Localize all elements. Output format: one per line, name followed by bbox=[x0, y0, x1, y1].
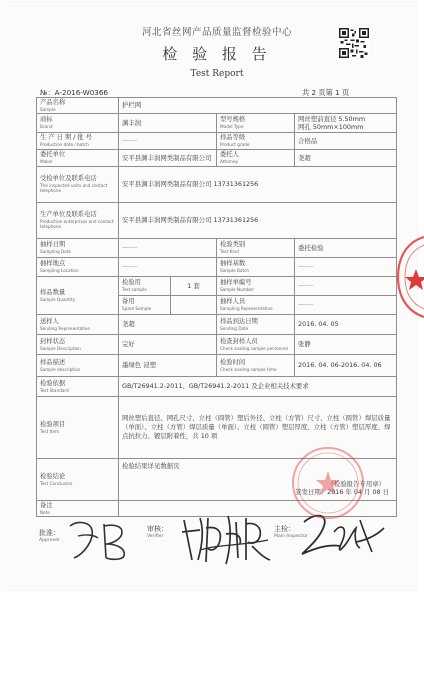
value-production-date: ------- bbox=[119, 132, 217, 149]
label-test-kind: 检验类别 Test Kind bbox=[217, 238, 295, 257]
label-sample: 产品名称 Sample bbox=[37, 98, 119, 114]
value-test-kind: 委托检验 bbox=[295, 238, 397, 257]
page-count: 共 2 页第 1 页 bbox=[302, 88, 350, 97]
label-test-time: 检验时间 Check sealing sample time bbox=[217, 354, 295, 376]
value-conclusion: 检验结果详见数据页 （检验报告专用章） 签发日期：2016 年 04 月 08 日 bbox=[119, 458, 397, 500]
side-seal-stamp bbox=[396, 233, 424, 321]
label-production-date: 生 产 日 期 / 批 号 Production date / batch bbox=[37, 132, 119, 149]
report-header bbox=[112, 24, 322, 79]
value-test-time: 2016. 04. 06-2016. 04. 06 bbox=[295, 354, 397, 376]
value-seal-state: 完好 bbox=[119, 334, 217, 354]
label-description: 样品描述 Sample description bbox=[37, 354, 119, 376]
verifier-signature bbox=[180, 510, 275, 568]
value-description: 墨绿色 浸塑 bbox=[119, 354, 217, 376]
value-sampling-date: ------- bbox=[119, 238, 217, 257]
label-brand: 商标 Brand bbox=[37, 113, 119, 132]
label-standard: 检验依据 Test Standard bbox=[37, 376, 119, 396]
inspection-seal-stamp bbox=[289, 444, 367, 522]
label-spare-sample: 备用 Spare Sample bbox=[119, 295, 171, 314]
approver-label: 批准： Approver bbox=[39, 529, 61, 543]
value-brand: 渊丰润 bbox=[119, 113, 217, 132]
label-model: 型号规格 Model Type bbox=[217, 113, 295, 132]
value-checker: 张静 bbox=[295, 334, 397, 354]
value-attorney: 尧超 bbox=[295, 149, 397, 166]
label-inspected-unit: 受检单位及联系电话 The inspected units and contact telephone bbox=[37, 166, 119, 202]
value-sample-batch: ------- bbox=[295, 257, 397, 276]
verifier-label: 审核： Verifier bbox=[147, 525, 168, 539]
value-maker: 安平县渊丰润网类制品有限公司 bbox=[119, 149, 217, 166]
value-inspected-unit: 安平县渊丰润网类制品有限公司 13731361256 bbox=[119, 166, 397, 202]
label-grade: 样品等级 Product grade bbox=[217, 132, 295, 149]
qr-code-icon bbox=[339, 28, 369, 58]
label-sample-number: 抽样单编号 Sample Number bbox=[217, 276, 295, 295]
value-spare-sample bbox=[171, 295, 217, 314]
sign-date: 签发日期：2016 年 04 月 08 日 bbox=[295, 488, 389, 497]
label-sample-quantity: 样品数量 Sample Quantity bbox=[37, 276, 119, 314]
report-subtitle: Test Report bbox=[190, 69, 244, 79]
main-inspector-label: 主检： Main Inspector bbox=[274, 525, 308, 539]
label-note: 备注 Note bbox=[37, 500, 119, 516]
value-model: 网丝塑前直径 5.50mm 网孔 50mm×100mm bbox=[295, 113, 397, 132]
label-sampling-location: 抽样地点 Sampling Location bbox=[37, 257, 119, 276]
value-sampling-location: ------- bbox=[119, 257, 217, 276]
value-test-items: 网丝塑后直径、网孔尺寸、立柱（圆管）塑后外径、立柱（方管）尺寸、立柱（圆管）焊层质量（单面）、立柱（方管）焊层质量（单面）、立柱（圆管）塑层厚度、立柱（方管）塑层厚度、焊点抗拉力、镀层附着性，共 10 项 bbox=[119, 396, 397, 458]
label-sample-batch: 抽样基数 Sample Batch bbox=[217, 257, 295, 276]
label-sampling-date: 抽样日期 Sampling Date bbox=[37, 238, 119, 257]
center-name: 河北省丝网产品质量监督检验中心 bbox=[141, 27, 292, 38]
value-arrival-date: 2016. 04. 05 bbox=[295, 314, 397, 334]
label-arrival-date: 样品到达日期 Sending Date bbox=[217, 314, 295, 334]
value-sender: 尧超 bbox=[119, 314, 217, 334]
label-sender: 送样人 Sending Representative bbox=[37, 314, 119, 334]
label-seal-state: 封样状态 Sample Description bbox=[37, 334, 119, 354]
label-producer: 生产单位及联系电话 Production enterprises and contact telephone bbox=[37, 202, 119, 238]
value-producer: 安平县渊丰润网类制品有限公司 13731361256 bbox=[119, 202, 397, 238]
value-sample-number: ------- bbox=[295, 276, 397, 295]
report-title: 检 验 报 告 bbox=[162, 45, 272, 63]
label-checker: 检查封样人员 Check sealing sample personnel bbox=[217, 334, 295, 354]
seal-caption: （检验报告专用章） bbox=[327, 480, 385, 489]
value-grade: 合格品 bbox=[295, 132, 397, 149]
label-maker: 委托单位 Maker bbox=[37, 149, 119, 166]
report-number: №：A-2016-W0366 bbox=[40, 88, 109, 97]
approver-signature bbox=[64, 514, 136, 564]
report-sheet bbox=[2, 2, 417, 590]
value-sample: 护栏网 bbox=[119, 98, 397, 114]
label-sampler: 抽样人员 Sampling Representative bbox=[217, 295, 295, 314]
value-standard: GB/T26941.2-2011、GB/T26941.2-2011 及企业相关技术要求 bbox=[119, 376, 397, 396]
value-test-sample: 1 套 bbox=[171, 276, 217, 295]
label-test-sample: 检验用 Test sample bbox=[119, 276, 171, 295]
blank-area bbox=[0, 592, 424, 700]
label-test-items: 检验项目 Test Item bbox=[37, 396, 119, 458]
value-sampler: ------- bbox=[295, 295, 397, 314]
label-conclusion: 检验结论 Test Conclusion bbox=[37, 458, 119, 500]
label-attorney: 委托人 Attorney bbox=[217, 149, 295, 166]
